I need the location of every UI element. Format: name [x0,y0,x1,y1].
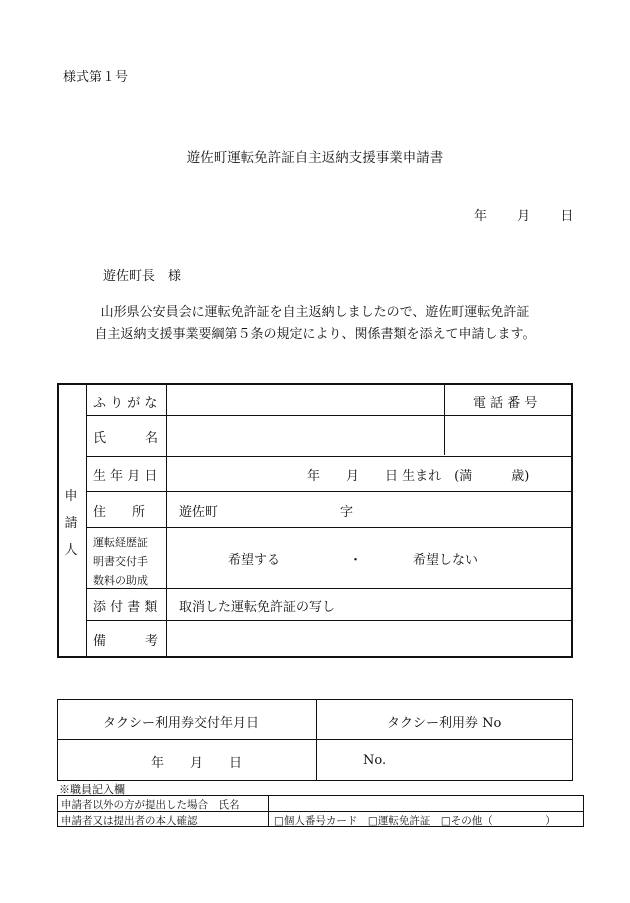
staff-row2-label: 申請者又は提出者の本人確認 [61,815,198,827]
applicant-side-label [64,483,78,564]
staff-use-note: ※職員記入欄 [59,783,125,796]
staff-id-check-options: □個人番号カード □運転免許証 □その他（ ） [274,815,556,827]
table-divider [316,700,317,780]
side-label-char: 人 [64,543,78,558]
table-divider [86,385,87,656]
phone-label: 電 話 番 号 [473,396,538,411]
subsidy-option-no: 希望しない [413,553,479,568]
remarks-label: 備 考 [93,634,159,649]
taxi-ticket-table [57,699,573,781]
form-number: 様式第１号 [63,70,129,85]
birthdate-value: 年 月 日 生まれ (満 歳) [307,469,530,484]
application-statement [0,302,630,346]
table-divider [86,415,571,416]
table-divider [86,491,571,492]
taxi-ticket-no-header: タクシー利用券 No [387,716,502,731]
address-aza: 字 [340,505,354,520]
address-town: 遊佐町 [179,505,219,520]
date-line [474,205,573,224]
subsidy-separator: ・ [349,553,363,568]
document-title: 遊佐町運転免許証自主返納支援事業申請書 [186,150,444,166]
table-divider [86,620,571,621]
taxi-issue-date-header: タクシー利用券交付年月日 [103,716,260,731]
attachments-value: 取消した運転免許証の写し [179,600,336,615]
staff-use-table [57,795,584,827]
staff-row1-label: 申請者以外の方が提出した場合 氏名 [61,799,240,811]
furigana-label: ふ り が な [93,396,158,411]
birthdate-label: 生 年 月 日 [93,469,158,484]
taxi-issue-date-value: 年 月 日 [151,756,243,771]
subsidy-label [93,533,148,590]
statement-line-1: 山形県公安員会に運転免許証を自主返納しましたので、遊佐町運転免許証 [100,305,530,320]
side-label-char: 申 [64,489,78,504]
table-divider [86,456,571,457]
date-month: 月 [517,209,531,224]
statement-line-2: 自主返納支援事業要綱第５条の規定により、関係書類を添えて申請します。 [94,327,536,342]
table-divider [166,385,167,656]
name-label: 氏 名 [93,431,159,446]
addressee: 遊佐町長 様 [103,269,182,284]
subsidy-label-line: 運転経歴証 [93,536,148,549]
table-divider [86,527,571,528]
applicant-table [57,383,573,658]
attachments-label: 添 付 書 類 [93,600,158,615]
date-year: 年 [474,209,488,224]
subsidy-label-line: 明書交付手 [93,555,148,568]
address-label: 住 所 [93,505,146,520]
table-divider [268,796,269,826]
subsidy-label-line: 数料の助成 [93,574,148,587]
table-divider [444,385,445,455]
side-label-char: 請 [64,516,78,531]
date-day: 日 [560,209,574,224]
taxi-ticket-no-value: No. [363,753,387,768]
subsidy-option-yes: 希望する [228,553,281,568]
table-divider [58,739,572,740]
table-divider [86,588,571,589]
